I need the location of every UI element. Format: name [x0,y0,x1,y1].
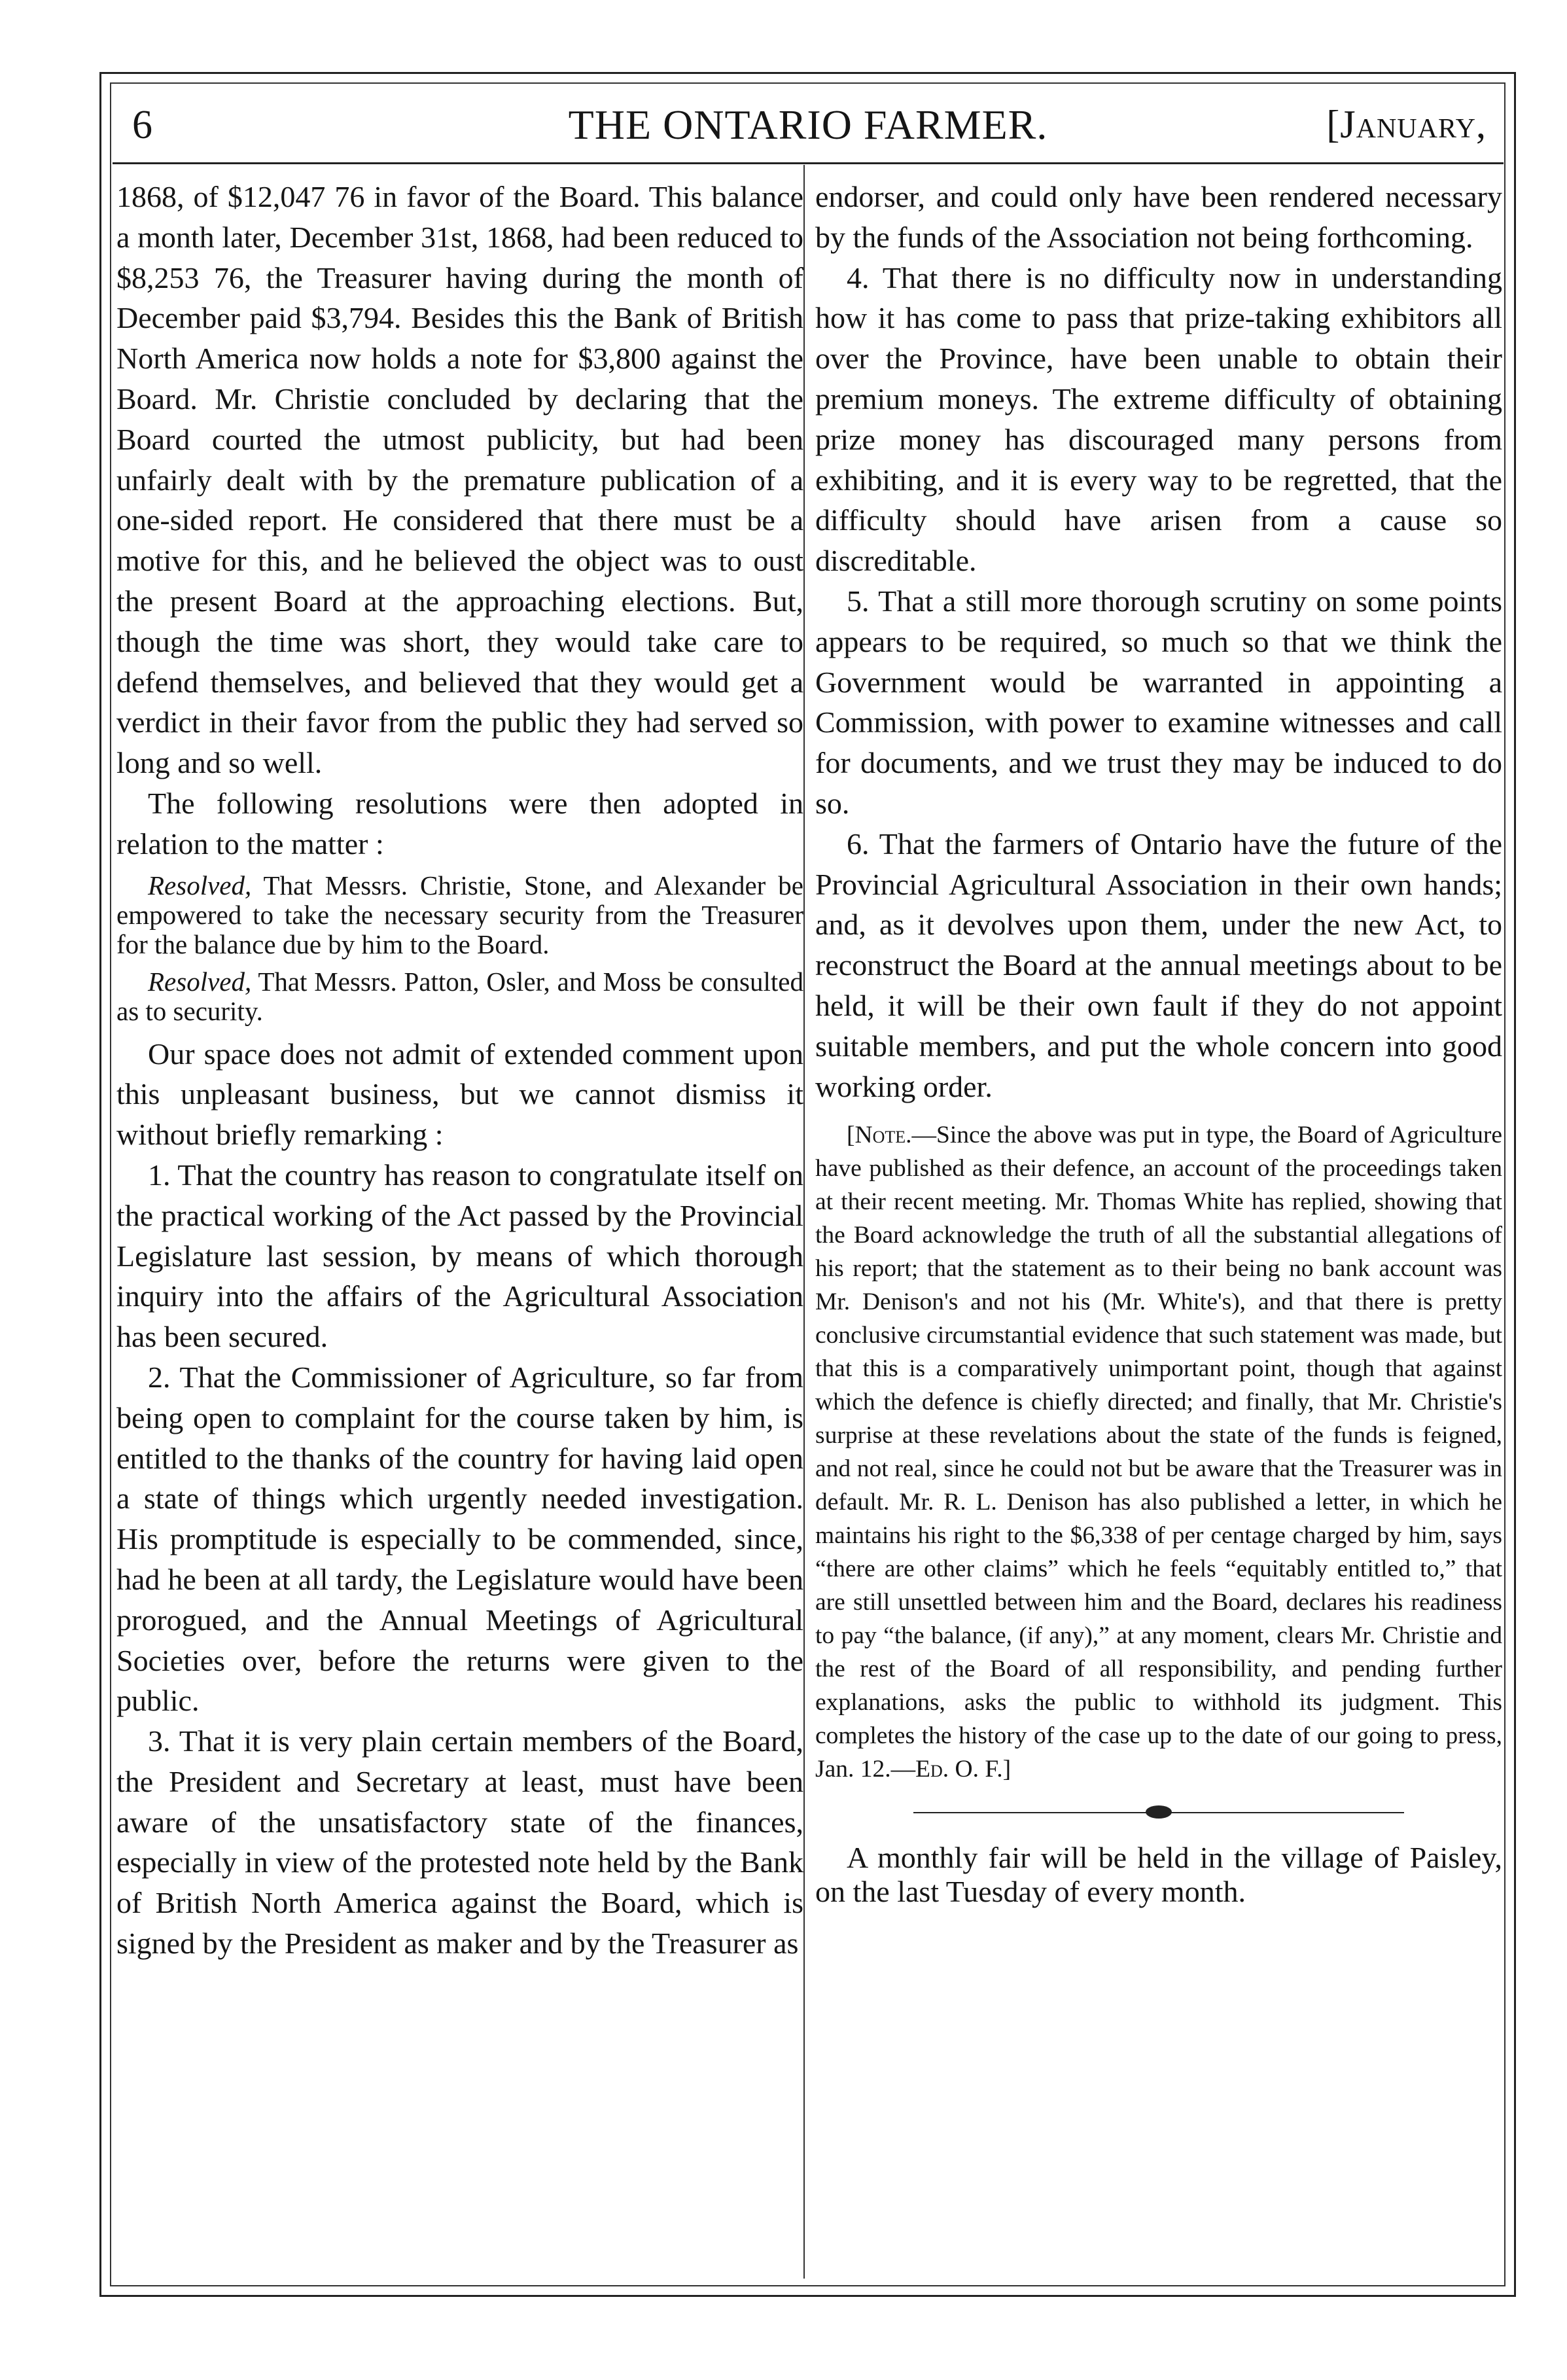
paragraph: endorser, and could only have been rendered necessary by the funds of the Association not being forthcoming. [815,180,1502,254]
note-signature: Ed. O. F.] [915,1756,1012,1783]
resolution-text: That Messrs. Christie, Stone, and Alexander be empowered to take the necessary security from the Treasurer for the balance due by him to the Board. [116,870,803,959]
point-5: 5. That a still more thorough scrutiny on some points appears to be required, so much so that we think the Government would be warranted in appointing a Commission, with power to examine witnesses and call for documents, and we trust they may be induced to do so. [815,584,1502,820]
section-separator [815,1803,1502,1822]
paragraph: 1868, of $12,047 76 in favor of the Board. This balance a month later, December 31st, 1868, had been reduced to $8,253 76, the Treasurer having during the month of December paid $3,794. Besides this the Bank of British North America now holds a note for $3,800 against the Board. Mr. Christie concluded by declaring that the Board courted the utmost publicity, but had been unfairly dealt with by the premature publication of a one-sided report. He considered that there must be a motive for this, and he believed the object was to oust the present Board at the approaching elections. But, though the time was short, they would take care to defend themselves, and believed that they would get a verdict in their favor from the public they had served so long and so well. [116,180,803,780]
resolution-1 [116,871,803,959]
column-divider [803,165,805,2279]
page-header [118,90,1498,156]
separator-ornament [1146,1805,1172,1819]
resolution-label: Resolved, [148,966,252,997]
right-column [815,177,1502,1909]
page-number: 6 [132,103,152,147]
left-column [116,177,803,1964]
point-2: 2. That the Commissioner of Agriculture, so far from being open to complaint for the course taken by him, is entitled to the thanks of the country for having laid open a state of things which urgently needed investigation. His promptitude is especially to be commended, since, had he been at all tardy, the Legislature would have been prorogued, and the Annual Meetings of Agricultural Societies over, before the returns were given to the public. [116,1360,803,1718]
header-divider [113,162,1504,164]
point-1: 1. That the country has reason to congratulate itself on the practical working of the Act passed by the Provincial Legislature last session, by means of which thorough inquiry into the affairs of the Agricultural Association has been secured. [116,1158,803,1354]
resolution-label: Resolved, [148,870,252,900]
journal-title: THE ONTARIO FARMER. [568,101,1048,148]
point-3: 3. That it is very plain certain members of the Board, the President and Secretary at least, must have been aware of the unsatisfactory state of the finances, especially in view of the protested note held by the Bank of British North America against the Board, which is signed by the President as maker and by the Treasurer as [116,1724,803,1961]
note-text: —Since the above was put in type, the Board of Agriculture have published as their defence, an account of the proceedings taken at their recent meeting. Mr. Thomas White has replied, showing that the Board acknowledge the truth of all the substantial allegations of his report; that the statement as to their being no bank account was Mr. Denison's and not his (Mr. White's), and that there is pretty conclusive circumstantial evidence that such statement was made, but that this is a comparatively unimportant point, though that against which the defence is chiefly directed; and finally, that Mr. Christie's surprise at these revelations about the state of the funds is feigned, and not real, since he could not but be aware that the Treasurer was in default. Mr. R. L. Denison has also published a letter, in which he maintains his right to the $6,338 of per centage charged by him, says “there are other claims” which he feels “equitably entitled to,” that are still unsettled between him and the Board, declares his readiness to pay “the balance, (if any),” at any moment, clears Mr. Christie and the rest of the Board of all responsibility, and pending further explanations, asks the public to withhold its judgment. This completes the history of the case up to the date of our going to press, Jan. 12.— [815,1122,1502,1783]
paragraph: The following resolutions were then adopted in relation to the matter : [116,786,803,861]
editor-note [815,1118,1502,1786]
point-6: 6. That the farmers of Ontario have the future of the Provincial Agricultural Association in their own hands; and, as it devolves upon them, under the new Act, to reconstruct the Board at the annual meetings about to be held, it will be their own fault if they do not appoint suitable members, and put the whole concern into good working order. [815,826,1502,1103]
paragraph: Our space does not admit of extended comment upon this unpleasant business, but we cannot dismiss it without briefly remarking : [116,1037,803,1152]
resolution-text: That Messrs. Patton, Osler, and Moss be consulted as to security. [116,966,803,1026]
note-label: [Note. [847,1122,912,1149]
resolution-2 [116,967,803,1026]
issue-month: [January, [1326,103,1487,146]
fair-notice: A monthly fair will be held in the village of Paisley, on the last Tuesday of every month. [815,1841,1502,1909]
point-4: 4. That there is no difficulty now in understanding how it has come to pass that prize-taking exhibitors all over the Province, have been unable to obtain their premium moneys. The extreme difficulty of obtaining prize money has discouraged many persons from exhibiting, and it is every way to be regretted, that the difficulty should have arisen from a cause so discreditable. [815,260,1502,578]
